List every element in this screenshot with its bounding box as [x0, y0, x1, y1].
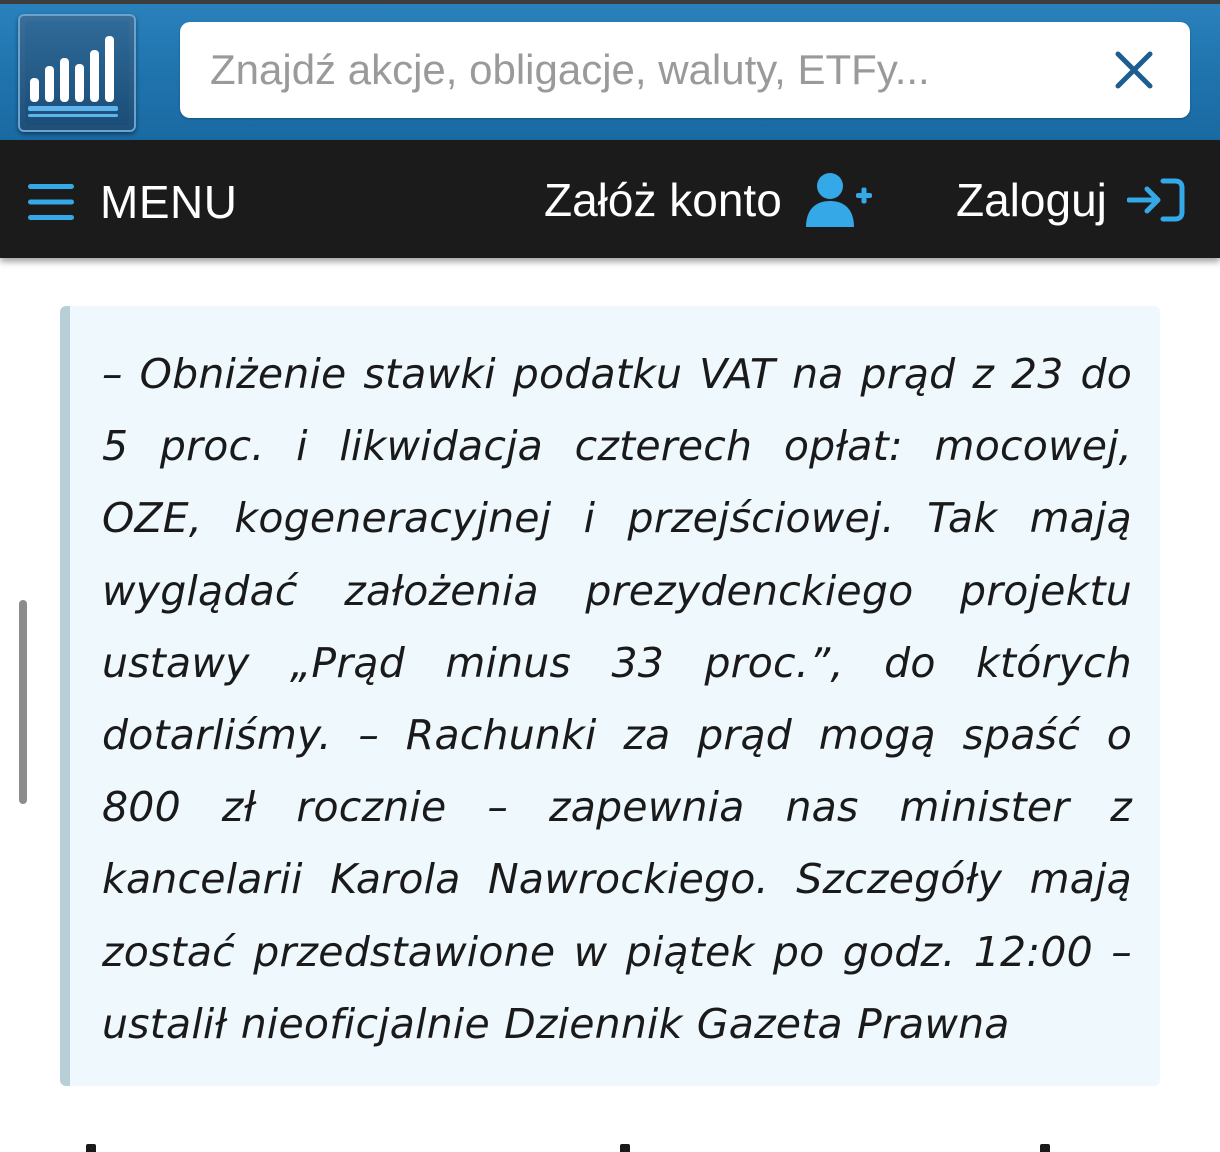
cut-off-text-line: [0, 1140, 1220, 1152]
register-label: Załóż konto: [544, 174, 782, 226]
site-logo[interactable]: [18, 14, 136, 132]
search-input[interactable]: [210, 40, 1090, 100]
top-header: [0, 0, 1220, 140]
text-fragment: [620, 1144, 630, 1152]
bar-chart-logo-icon: [18, 14, 136, 132]
article-quote-block: [60, 306, 1160, 1086]
search-bar: [180, 22, 1190, 118]
hamburger-icon: [28, 182, 74, 222]
close-icon[interactable]: [1112, 48, 1156, 92]
text-fragment: [86, 1144, 96, 1152]
menu-button[interactable]: [28, 174, 237, 230]
scrollbar-thumb[interactable]: [19, 600, 27, 804]
login-label: Zaloguj: [956, 174, 1107, 226]
status-strip: [0, 0, 1220, 4]
register-link[interactable]: [544, 170, 874, 230]
user-plus-icon: [804, 171, 874, 229]
article-quote-text: – Obniżenie stawki podatku VAT na prąd z 23 do 5 proc. i likwidacja czterech opłat: mocowej, OZE, kogeneracyjnej i przejściowej. Tak mają wyglądać założenia prezydenckiego projektu ustawy „Prąd minus 33 proc.”, do których dotarliśmy. – Rachunki za prąd mogą spaść o 800 zł rocznie – zapewnia nas minister z kancelarii Karola Nawrockiego. Szczegóły mają zostać przedstawione w piątek po godz. 12:00 – ustalił nieoficjalnie Dziennik Gazeta Prawna: [102, 350, 1132, 1048]
nav-bar: [0, 140, 1220, 258]
menu-label: MENU: [100, 176, 238, 228]
text-fragment: [1040, 1144, 1050, 1152]
login-link[interactable]: [956, 170, 1185, 230]
login-icon: [1127, 178, 1185, 222]
